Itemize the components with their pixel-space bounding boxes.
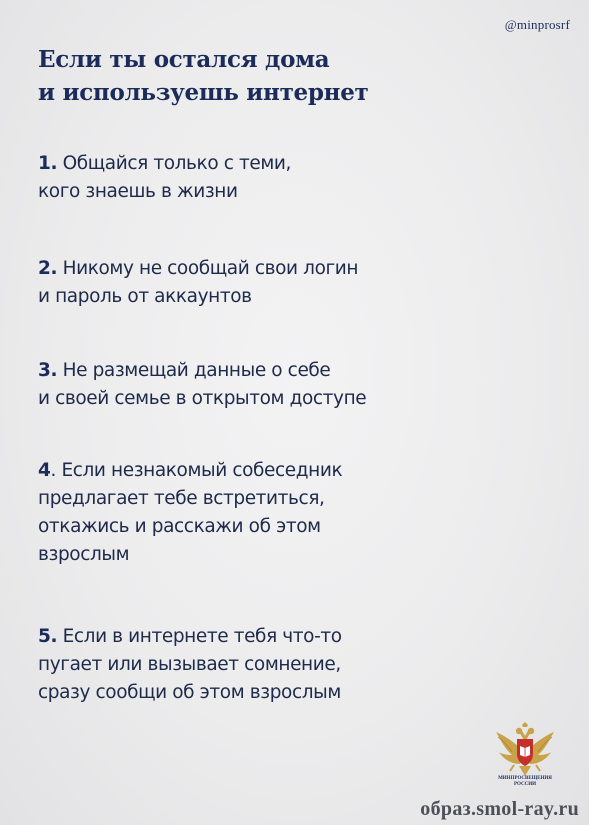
social-handle: @minprosrf (504, 17, 570, 32)
rule-number: 4 (38, 460, 51, 481)
rule-text: Если в интернете тебя что-то пугает или вызывает сомнение, сразу сообщи об этом взрослым (38, 626, 342, 703)
rule-text: . Если незнакомый собеседник предлагает тебе встретиться, откажись и расскажи об этом взрослым (38, 460, 343, 565)
rule-item-5 (38, 623, 543, 707)
rule-number: 2. (38, 258, 58, 279)
watermark: образ.smol-ray.ru (420, 798, 579, 820)
page-title: Если ты остался дома и используешь интернет (38, 46, 369, 106)
rule-number: 3. (38, 360, 58, 381)
rule-item-1 (38, 150, 543, 206)
ministry-name-line1: МИНПРОСВЕЩЕНИЯ (498, 776, 552, 781)
ministry-name-line2: РОССИИ (514, 782, 536, 787)
ministry-emblem-icon (492, 722, 558, 782)
rule-text: Никому не сообщай свои логин и пароль от аккаунтов (38, 258, 359, 307)
rule-number: 5. (38, 626, 58, 647)
rule-item-4 (38, 457, 543, 569)
rule-text: Общайся только с теми, кого знаешь в жизни (38, 153, 291, 202)
rule-item-2 (38, 255, 543, 311)
rule-item-3 (38, 357, 543, 413)
rule-number: 1. (38, 153, 58, 174)
rule-text: Не размещай данные о себе и своей семье в открытом доступе (38, 360, 367, 409)
ministry-logo-caption (482, 776, 568, 788)
